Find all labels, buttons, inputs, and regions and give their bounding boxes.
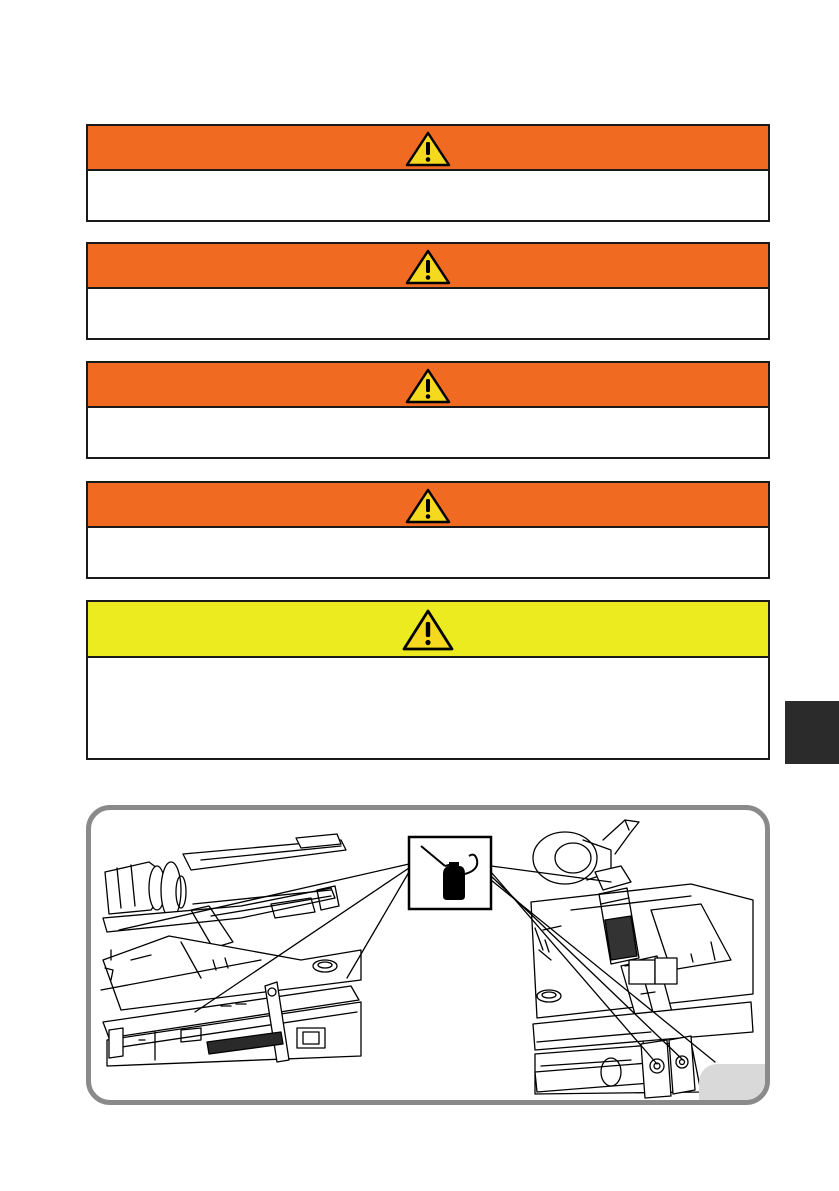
caution-header bbox=[88, 602, 768, 658]
danger-box-2 bbox=[86, 242, 770, 340]
danger-header bbox=[88, 483, 768, 528]
machine-drawing bbox=[91, 810, 765, 1100]
danger-text bbox=[88, 171, 768, 191]
chapter-tab bbox=[785, 701, 839, 764]
danger-text bbox=[88, 289, 768, 309]
caution-box bbox=[86, 600, 770, 760]
danger-header bbox=[88, 126, 768, 171]
warning-triangle-icon bbox=[402, 609, 454, 651]
warning-triangle-icon bbox=[405, 488, 451, 524]
warning-triangle-icon bbox=[405, 368, 451, 404]
danger-header bbox=[88, 244, 768, 289]
lubrication-illustration bbox=[86, 805, 770, 1105]
figure-label bbox=[699, 1064, 765, 1100]
danger-text bbox=[88, 408, 768, 428]
danger-text bbox=[88, 528, 768, 548]
warning-triangle-icon bbox=[405, 249, 451, 285]
danger-header bbox=[88, 363, 768, 408]
warning-triangle-icon bbox=[405, 131, 451, 167]
oil-can-icon bbox=[409, 837, 491, 909]
danger-box-4 bbox=[86, 481, 770, 579]
caution-text bbox=[88, 658, 768, 678]
danger-box-3 bbox=[86, 361, 770, 459]
danger-box-1 bbox=[86, 124, 770, 222]
